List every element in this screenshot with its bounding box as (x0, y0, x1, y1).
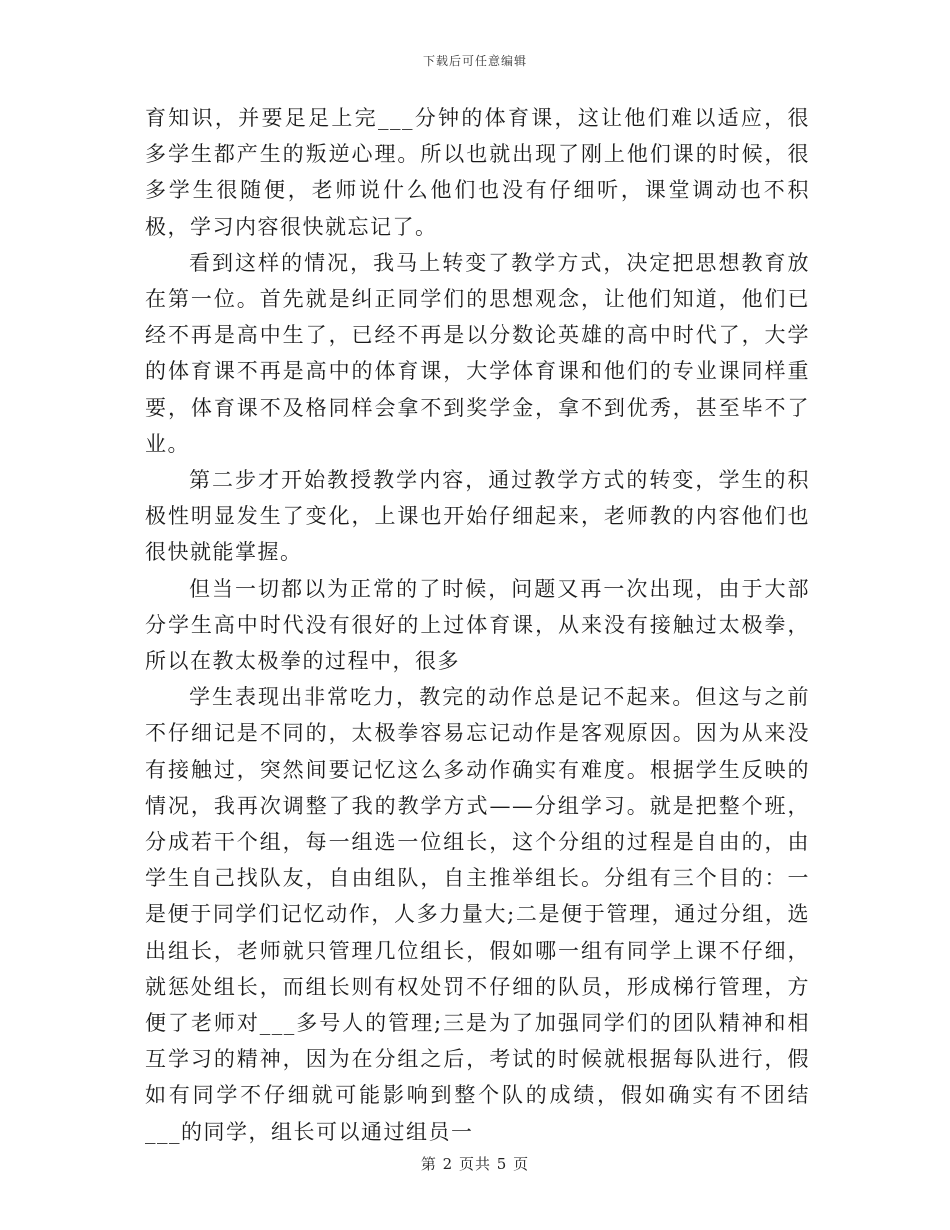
document-body (145, 100, 810, 1150)
page-number-footer: 第 2 页共 5 页 (420, 1155, 530, 1173)
paragraph: 但当一切都以为正常的了时候，问题又再一次出现，由于大部分学生高中时代没有很好的上过体育课，从来没有接触过太极拳，所以在教太极拳的过程中，很多 (145, 576, 810, 674)
paragraph: 看到这样的情况，我马上转变了教学方式，决定把思想教育放在第一位。首先就是纠正同学们的思想观念，让他们知道，他们已经不再是高中生了，已经不再是以分数论英雄的高中时代了，大学的体育课不再是高中的体育课，大学体育课和他们的专业课同样重要，体育课不及格同样会拿不到奖学金，拿不到优秀，甚至毕不了业。 (145, 250, 810, 456)
paragraph: 学生表现出非常吃力，教完的动作总是记不起来。但这与之前不仔细记是不同的，太极拳容易忘记动作是客观原因。因为从来没有接触过，突然间要记忆这么多动作确实有难度。根据学生反映的情况，我再次调整了我的教学方式——分组学习。就是把整个班，分成若干个组，每一组选一位组长，这个分组的过程是自由的，由学生自己找队友，自由组队，自主推举组长。分组有三个目的：一是便于同学们记忆动作，人多力量大;二是便于管理，通过分组，选出组长，老师就只管理几位组长，假如哪一组有同学上课不仔细，就惩处组长，而组长则有权处罚不仔细的队员，形成梯行管理，方便了老师对___多号人的管理;三是为了加强同学们的团队精神和相互学习的精神，因为在分组之后，考试的时候就根据每队进行，假如有同学不仔细就可能影响到整个队的成绩，假如确实有不团结___的同学，组长可以通过组员一 (145, 685, 810, 1144)
page-header: 下载后可任意编辑 (422, 54, 527, 68)
paragraph: 第二步才开始教授教学内容，通过教学方式的转变，学生的积极性明显发生了变化，上课也开始仔细起来，老师教的内容他们也很快就能掌握。 (145, 468, 810, 565)
paragraph-continued: 育知识，并要足足上完___分钟的体育课，这让他们难以适应，很多学生都产生的叛逆心理。所以也就出现了刚上他们课的时候，很多学生很随便，老师说什么他们也没有仔细听，课堂调动也不积极，学习内容很快就忘记了。 (145, 106, 810, 239)
